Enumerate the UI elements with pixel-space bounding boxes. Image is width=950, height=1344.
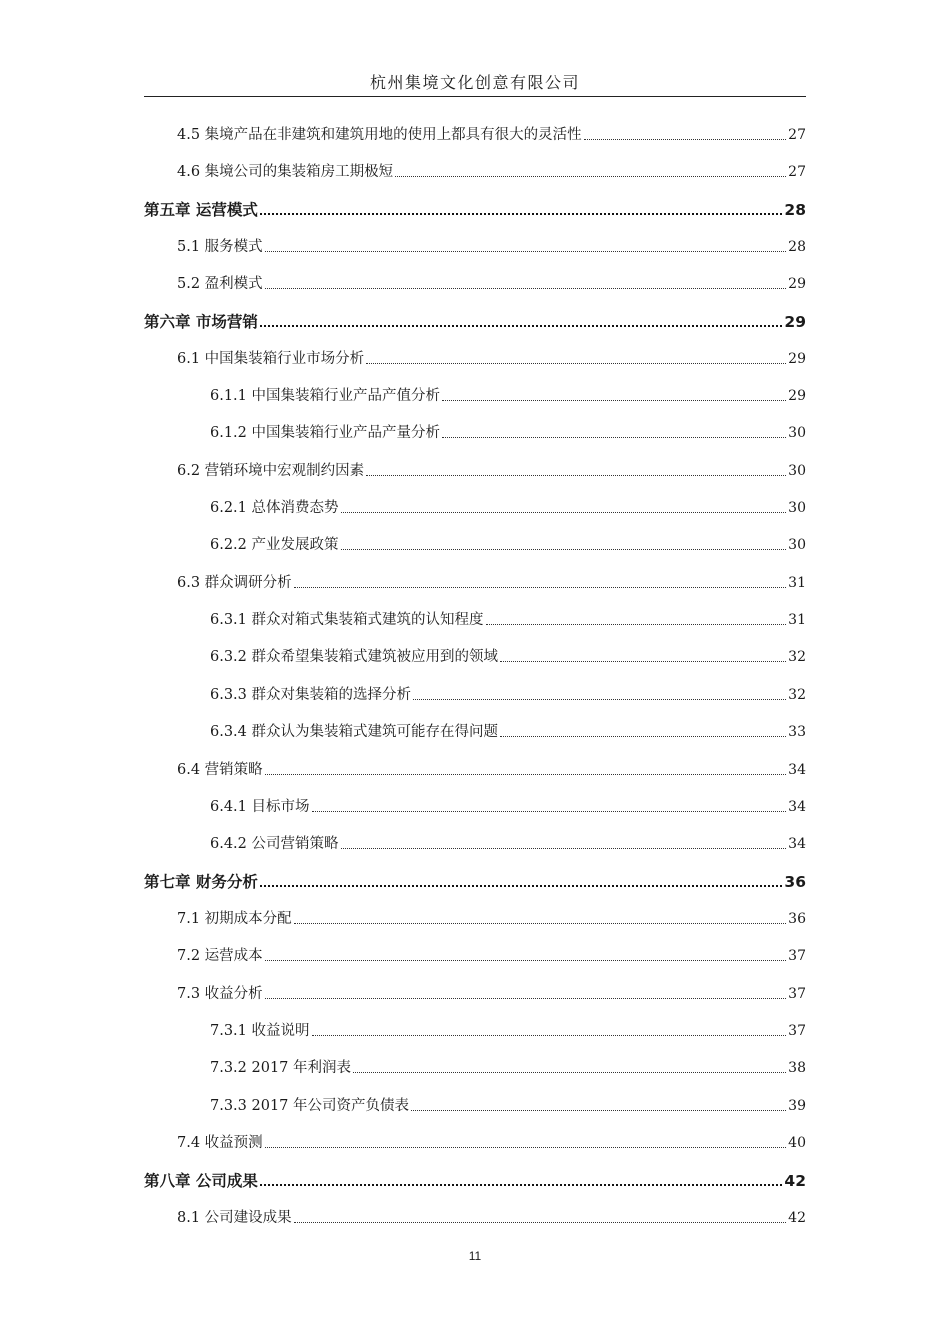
toc-entry-page: 30	[788, 537, 806, 553]
toc-entry[interactable]	[177, 568, 806, 592]
toc-entry-page: 39	[788, 1098, 806, 1114]
toc-entry-page: 30	[788, 425, 806, 441]
toc-entry[interactable]	[177, 120, 806, 144]
toc-entry[interactable]	[210, 530, 806, 554]
toc-entry-page: 29	[784, 313, 806, 331]
toc-entry-label: 7.3 收益分析	[177, 986, 263, 1002]
document-header-title: 杭州集境文化创意有限公司	[369, 73, 580, 92]
toc-entry-page: 33	[788, 724, 806, 740]
toc-chapter-entry[interactable]	[144, 867, 806, 891]
toc-entry-label: 第六章 市场营销	[144, 313, 258, 331]
toc-entry[interactable]	[177, 269, 806, 293]
toc-chapter-entry[interactable]	[144, 1166, 806, 1190]
toc-entry-label: 7.3.1 收益说明	[210, 1023, 310, 1039]
toc-entry[interactable]	[177, 1203, 806, 1227]
toc-entry-label: 6.2 营销环境中宏观制约因素	[177, 463, 365, 479]
toc-entry-page: 27	[788, 164, 806, 180]
dot-leader	[260, 1184, 783, 1186]
toc-entry-page: 29	[788, 276, 806, 292]
dot-leader	[260, 213, 783, 215]
dot-leader	[366, 363, 786, 364]
toc-entry-label: 6.2.1 总体消费态势	[210, 500, 339, 516]
dot-leader	[265, 998, 787, 999]
dot-leader	[294, 587, 787, 588]
toc-entry-page: 31	[788, 575, 806, 591]
toc-entry-label: 7.3.3 2017 年公司资产负债表	[210, 1098, 410, 1114]
toc-entry-label: 6.1.2 中国集装箱行业产品产量分析	[210, 425, 441, 441]
dot-leader	[584, 139, 787, 140]
dot-leader	[442, 400, 786, 401]
toc-entry-page: 29	[788, 351, 806, 367]
dot-leader	[411, 1110, 786, 1111]
toc-entry-label: 4.5 集境产品在非建筑和建筑用地的使用上都具有很大的灵活性	[177, 127, 582, 143]
toc-entry[interactable]	[210, 717, 806, 741]
toc-entry[interactable]	[210, 418, 806, 442]
toc-entry-page: 32	[788, 649, 806, 665]
dot-leader	[312, 811, 787, 812]
toc-entry-page: 28	[788, 239, 806, 255]
dot-leader	[265, 251, 787, 252]
toc-entry-label: 7.1 初期成本分配	[177, 911, 292, 927]
dot-leader	[413, 699, 786, 700]
dot-leader	[442, 437, 786, 438]
dot-leader	[294, 923, 787, 924]
toc-entry-label: 6.2.2 产业发展政策	[210, 537, 339, 553]
toc-entry-page: 36	[788, 911, 806, 927]
toc-entry[interactable]	[177, 941, 806, 965]
toc-entry-page: 37	[788, 1023, 806, 1039]
toc-entry[interactable]	[177, 344, 806, 368]
toc-entry-page: 40	[788, 1135, 806, 1151]
toc-entry-label: 6.3.4 群众认为集装箱式建筑可能存在得问题	[210, 724, 499, 740]
toc-entry-page: 34	[788, 799, 806, 815]
toc-entry-label: 7.3.2 2017 年利润表	[210, 1060, 352, 1076]
toc-entry-label: 6.1 中国集装箱行业市场分析	[177, 351, 365, 367]
dot-leader	[366, 475, 786, 476]
toc-entry-label: 5.1 服务模式	[177, 239, 263, 255]
dot-leader	[265, 288, 787, 289]
toc-entry-page: 37	[788, 948, 806, 964]
dot-leader	[486, 624, 787, 625]
toc-entry-label: 第五章 运营模式	[144, 201, 258, 219]
header-divider	[144, 96, 806, 97]
toc-entry-page: 34	[788, 836, 806, 852]
toc-entry[interactable]	[177, 1128, 806, 1152]
toc-entry-page: 36	[784, 873, 806, 891]
toc-entry-page: 38	[788, 1060, 806, 1076]
toc-entry-label: 6.4 营销策略	[177, 762, 263, 778]
toc-entry-page: 27	[788, 127, 806, 143]
dot-leader	[265, 1147, 787, 1148]
dot-leader	[341, 848, 787, 849]
toc-entry[interactable]	[210, 1053, 806, 1077]
toc-chapter-entry[interactable]	[144, 195, 806, 219]
page-number: 11	[468, 1249, 482, 1263]
toc-entry-label: 6.1.1 中国集装箱行业产品产值分析	[210, 388, 441, 404]
dot-leader	[341, 512, 787, 513]
toc-entry-page: 30	[788, 500, 806, 516]
toc-entry[interactable]	[210, 493, 806, 517]
toc-entry-page: 32	[788, 687, 806, 703]
dot-leader	[312, 1035, 787, 1036]
toc-entry-label: 第八章 公司成果	[144, 1172, 258, 1190]
toc-entry[interactable]	[210, 792, 806, 816]
dot-leader	[500, 661, 786, 662]
toc-entry-label: 8.1 公司建设成果	[177, 1210, 292, 1226]
toc-entry-page: 42	[784, 1172, 806, 1190]
toc-entry[interactable]	[210, 605, 806, 629]
dot-leader	[341, 549, 787, 550]
toc-entry[interactable]	[177, 456, 806, 480]
toc-entry[interactable]	[177, 755, 806, 779]
toc-entry[interactable]	[177, 979, 806, 1003]
dot-leader	[395, 176, 786, 177]
toc-entry-label: 7.4 收益预测	[177, 1135, 263, 1151]
toc-entry-label: 6.3.1 群众对箱式集装箱式建筑的认知程度	[210, 612, 484, 628]
toc-entry-label: 7.2 运营成本	[177, 948, 263, 964]
toc-entry[interactable]	[210, 642, 806, 666]
toc-entry-page: 37	[788, 986, 806, 1002]
toc-entry[interactable]	[177, 904, 806, 928]
dot-leader	[294, 1222, 787, 1223]
toc-entry-page: 42	[788, 1210, 806, 1226]
toc-entry[interactable]	[210, 680, 806, 704]
toc-entry-page: 30	[788, 463, 806, 479]
dot-leader	[353, 1072, 786, 1073]
dot-leader	[500, 736, 786, 737]
toc-entry[interactable]	[210, 1016, 806, 1040]
toc-entry[interactable]	[210, 381, 806, 405]
toc-entry-label: 5.2 盈利模式	[177, 276, 263, 292]
toc-entry-label: 6.3.2 群众希望集装箱式建筑被应用到的领域	[210, 649, 499, 665]
dot-leader	[260, 325, 783, 327]
toc-entry[interactable]	[210, 1091, 806, 1115]
toc-entry-page: 28	[784, 201, 806, 219]
toc-entry-label: 6.4.1 目标市场	[210, 799, 310, 815]
toc-chapter-entry[interactable]	[144, 307, 806, 331]
toc-entry[interactable]	[210, 829, 806, 853]
toc-entry-page: 31	[788, 612, 806, 628]
dot-leader	[265, 774, 787, 775]
toc-entry-label: 6.4.2 公司营销策略	[210, 836, 339, 852]
toc-entry-page: 29	[788, 388, 806, 404]
toc-entry-label: 第七章 财务分析	[144, 873, 258, 891]
dot-leader	[265, 960, 787, 961]
toc-entry-label: 6.3 群众调研分析	[177, 575, 292, 591]
toc-entry[interactable]	[177, 232, 806, 256]
toc-entry[interactable]	[177, 157, 806, 181]
toc-entry-label: 4.6 集境公司的集装箱房工期极短	[177, 164, 394, 180]
toc-entry-page: 34	[788, 762, 806, 778]
dot-leader	[260, 885, 783, 887]
toc-entry-label: 6.3.3 群众对集装箱的选择分析	[210, 687, 412, 703]
